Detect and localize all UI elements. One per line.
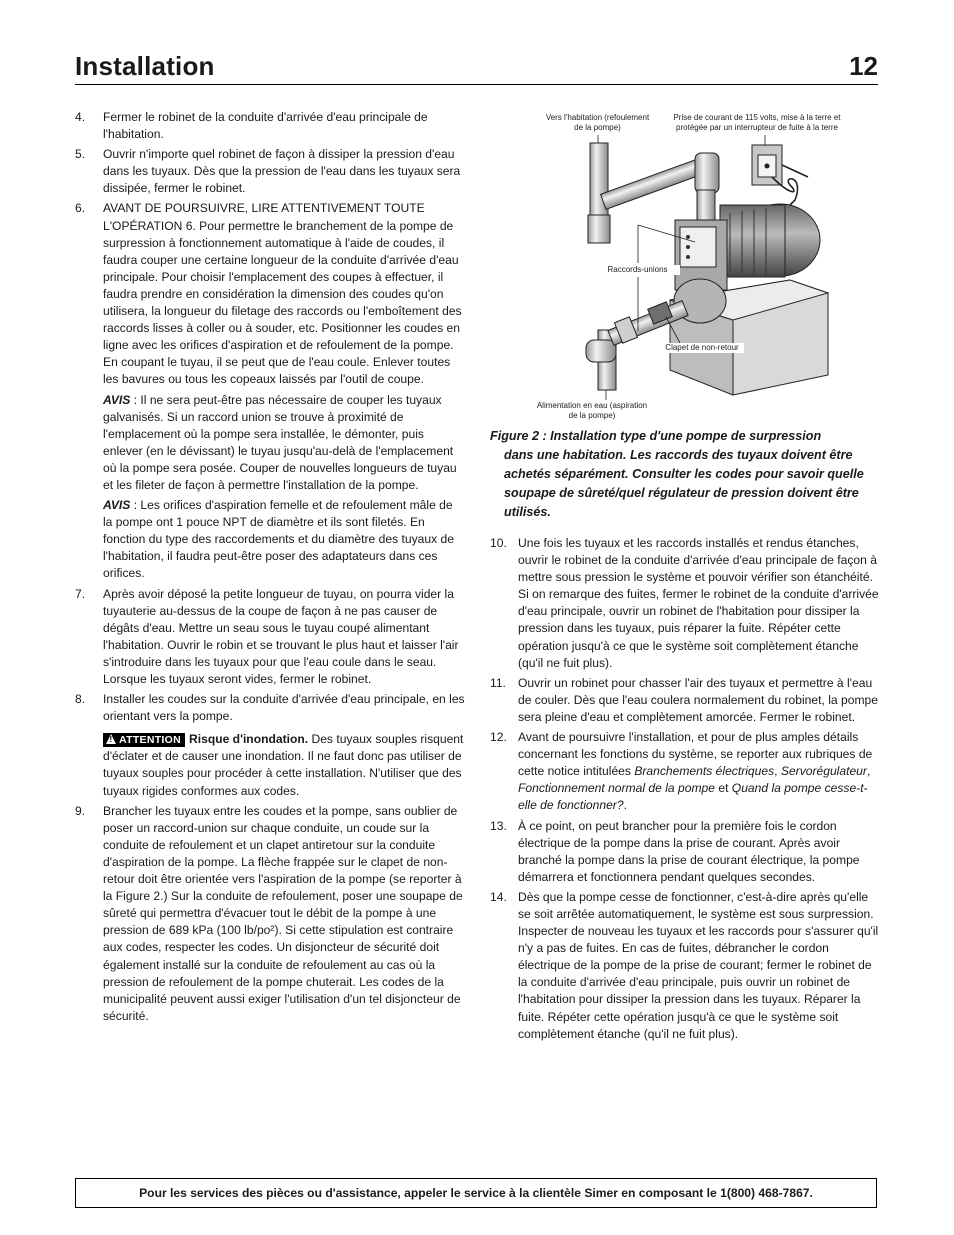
step-number: 9. xyxy=(75,803,86,818)
suction-elbow xyxy=(586,340,616,362)
step-7 xyxy=(75,586,465,689)
separator: , xyxy=(866,764,871,779)
step-text: Ouvrir un robinet pour chasser l'air des tuyaux et permettre à l'eau de couler. Dès que l'eau coulera normalement du robinet, la pompe sera pleine d'eau et complètement amorcée. Fermer le robinet. xyxy=(518,675,878,724)
label-supply: Alimentation en eau (aspiration de la pompe) xyxy=(536,401,648,420)
label-check-valve: Clapet de non-retour xyxy=(660,343,744,353)
service-footer xyxy=(75,1178,877,1208)
step-number: 14. xyxy=(490,889,507,904)
note-text: : Il ne sera peut-être pas nécessaire de couper les tuyaux galvanisés. Si un raccord union se trouve à proximité de l'emplacement où la pompe sera installée, le démonter, puis enlever (en le dévissant) le tuyau jusqu'au-delà de l'emplacement où la pompe sera posée. Couper de nouvelles longueurs de tuyau et les fileter de façon à permettre l'installation de la pompe. xyxy=(103,392,457,492)
attention-label: ATTENTION xyxy=(119,734,181,747)
step-text: Installer les coudes sur la conduite d'arrivée d'eau principale, en les orientant vers la pompe. xyxy=(103,692,465,724)
page-number: 12 xyxy=(849,51,878,81)
section-reference: Servorégulateur xyxy=(780,764,867,779)
separator: et xyxy=(714,781,732,796)
caption-body: dans une habitation. Les raccords des tuyaux doivent être achetés séparément. Consulter les codes pour savoir quelle soupape de sûreté/quel régulateur de pression doivent être utilisés. xyxy=(504,448,864,519)
discharge-elbow xyxy=(695,153,719,193)
warning-title: Risque d'inondation. xyxy=(189,732,309,747)
note-label: AVIS xyxy=(103,392,131,407)
power-cord xyxy=(772,177,798,205)
page-title: Installation xyxy=(75,51,215,81)
step-text: Une fois les tuyaux et les raccords installés et rendus étanches, ouvrir le robinet de la conduite d'arrivée d'eau principale de façon à mettre sous pression le système et pouvoir vérifier son étanchéité. Si on remarque des fuites, fermer le robinet de la conduite d'arrivée d'eau principale, ouvrir un robinet de l'habitation pour dissiper la pression dans les tuyaux, puis réparer la fuite. Répéter cette opération jusqu'à ce que le système soit complètement étanche (qu'il ne fuit plus). xyxy=(518,536,879,670)
step-number: 7. xyxy=(75,586,86,601)
step-13 xyxy=(490,818,880,886)
step-11 xyxy=(490,675,880,726)
step-text: Ouvrir n'importe quel robinet de façon à dissiper la pression d'eau dans les tuyaux. Dès que la pression de l'eau dans les tuyaux sera dissipée, fermer le robinet. xyxy=(103,147,461,196)
note-ports xyxy=(103,497,465,582)
step-5 xyxy=(75,146,465,197)
flood-warning xyxy=(103,731,465,799)
figure-caption xyxy=(490,427,880,522)
step-number: 10. xyxy=(490,536,507,550)
step-text: Fermer le robinet de la conduite d'arrivée d'eau principale de l'habitation. xyxy=(103,110,428,142)
step-number: 5. xyxy=(75,147,86,162)
label-outlet: Prise de courant de 115 volts, mise à la terre et protégée par un interrupteur de fuite à la terre xyxy=(673,113,841,132)
left-column xyxy=(75,109,465,1028)
step-8 xyxy=(75,691,465,725)
note-text: : Les orifices d'aspiration femelle et de refoulement mâle de la pompe ont 1 pouce NPT de diamètre et ils sont filetés. En fonction du type des raccordements et du diamètre des tuyaux de l'habitation, il faudra peut-être poser des adaptateurs dans ces orifices. xyxy=(103,498,454,581)
installation-figure xyxy=(490,105,880,425)
attention-badge xyxy=(103,733,185,747)
step-text: Après avoir déposé la petite longueur de tuyau, on pourra vider la tuyauterie au-dessus de la coupe de façon à ne pas causer de dégâts d'eau. Mettre un seau sous le tuyau coupé alimentant l'habitation. Ouvrir le robin et se trouvant le plus haut et laisser l'air s'introduire dans les tuyaux pour que l'eau coule dans le seau. Lorsque les tuyaux seront vides, fermer le robinet. xyxy=(103,586,459,686)
step-text: Avant de poursuivre l'installation, et pour de plus amples détails concernant les fonctions du système, se reporter aux rubriques de cette notice intitulées xyxy=(518,730,873,779)
note-galvanized xyxy=(103,392,465,495)
warning-text: Des tuyaux souples risquent d'éclater et de causer une inondation. Il ne faut donc pas utiliser de tuyaux souples pour procéder à cette installation. N'utiliser que des tuyaux rigides conformes aux codes. xyxy=(103,732,464,798)
step-9 xyxy=(75,803,465,1025)
footer-text: Pour les services des pièces ou d'assistance, appeler le service à la clientèle Simer en composant le 1(800) 468-7867. xyxy=(139,1186,813,1200)
pump-installation-diagram xyxy=(490,105,880,425)
caption-title: Figure 2 : Installation type d'une pompe de surpression xyxy=(490,429,822,443)
label-unions: Raccords-unions xyxy=(595,265,680,275)
step-text: Brancher les tuyaux entre les coudes et la pompe, sans oublier de poser un raccord-union sur chaque conduite, un coude sur la conduite de refoulement et un clapet antiretour sur la conduite d'aspiration de la pompe. La flèche frappée sur le clapet de non-retour doit être orientée vers l'aspiration de la pompe (se reporter à la Figure 2.) Sur la conduite de refoulement, poser une soupape de sûreté qui permettra d'évacuer tout le débit de la pompe à une pression de 689 kPa (100 lb/po²). Si cette stipulation est contraire aux codes, respecter les codes. Un disjoncteur de sécurité doit également installé sur la conduite de refoulement au cas où la pression de refoulement de la pompe chuterait. Les codes de la municipalité peuvent aussi exiger l'utilisation d'un tel disjoncteur de sécurité. xyxy=(103,803,463,1023)
step-number: 4. xyxy=(75,110,86,124)
label-to-house: Vers l'habitation (refoulement de la pompe) xyxy=(545,113,650,132)
warning-triangle-icon: ! xyxy=(106,734,116,744)
step-10 xyxy=(490,535,880,672)
step-number: 12. xyxy=(490,730,507,745)
step-text: À ce point, on peut brancher pour la première fois le cordon électrique de la pompe dans la prise de courant. Après avoir branché la pompe dans la prise de courant électrique, la pompe démarrera et fonctionnera pendant quelques secondes. xyxy=(518,818,860,884)
step-text: AVANT DE POURSUIVRE, LIRE ATTENTIVEMENT TOUTE L'OPÉRATION 6. Pour permettre le branchement de la pompe de surpression à fonctionnement automatique à l'aide de coudes, il faudra couper une certaine longueur de la conduite d'arrivée d'eau principale. Pour choisir l'emplacement des coupes à effectuer, il faudra prendre en considération la dimension des coudes qu'on utilisera, la longueur du filetage des raccords ou l'emboîtement des raccords lisses à coller ou à souder, etc. Positionner les coudes en ligne avec les orifices d'aspiration et de refoulement de la pompe. En coupant le tuyau, il se peut que de l'eau coule. Enlever toutes les bavures ou tous les copeaux laissés par l'outil de coupe. xyxy=(103,201,462,387)
step-number: 8. xyxy=(75,692,86,707)
step-number: 13. xyxy=(490,818,507,833)
right-column xyxy=(490,535,880,1046)
page-header xyxy=(75,48,878,85)
section-reference: Branchements électriques xyxy=(634,764,775,779)
step-6 xyxy=(75,200,465,388)
section-reference: Fonctionnement normal de la pompe xyxy=(518,781,715,796)
step-number: 6. xyxy=(75,201,86,216)
step-12 xyxy=(490,729,880,814)
separator: . xyxy=(623,798,627,813)
note-label: AVIS xyxy=(103,498,131,513)
step-text: Dès que la pompe cesse de fonctionner, c'est-à-dire après qu'elle se soit arrêtée automatiquement, le système est sous surpression. Inspecter de nouveau les tuyaux et les raccords pour s'assurer qu'il n'y a pas de fuites. En cas de fuites, débrancher le cordon électrique de la pompe de la prise de courant; fermer le robinet de la conduite d'arrivée d'eau principale, puis ouvrir un robinet de l'habitation pour dissiper la pression dans les tuyaux. Réparer la fuite. Répéter cette opération jusqu'à ce que le système soit complètement étanche (qu'il ne fuit plus). xyxy=(518,889,879,1041)
step-4 xyxy=(75,109,465,143)
step-number: 11. xyxy=(490,675,506,690)
separator: , xyxy=(774,764,781,779)
section-reference: Quand la pompe cesse-t-elle de fonctionner? xyxy=(518,781,868,813)
step-14 xyxy=(490,889,880,1043)
